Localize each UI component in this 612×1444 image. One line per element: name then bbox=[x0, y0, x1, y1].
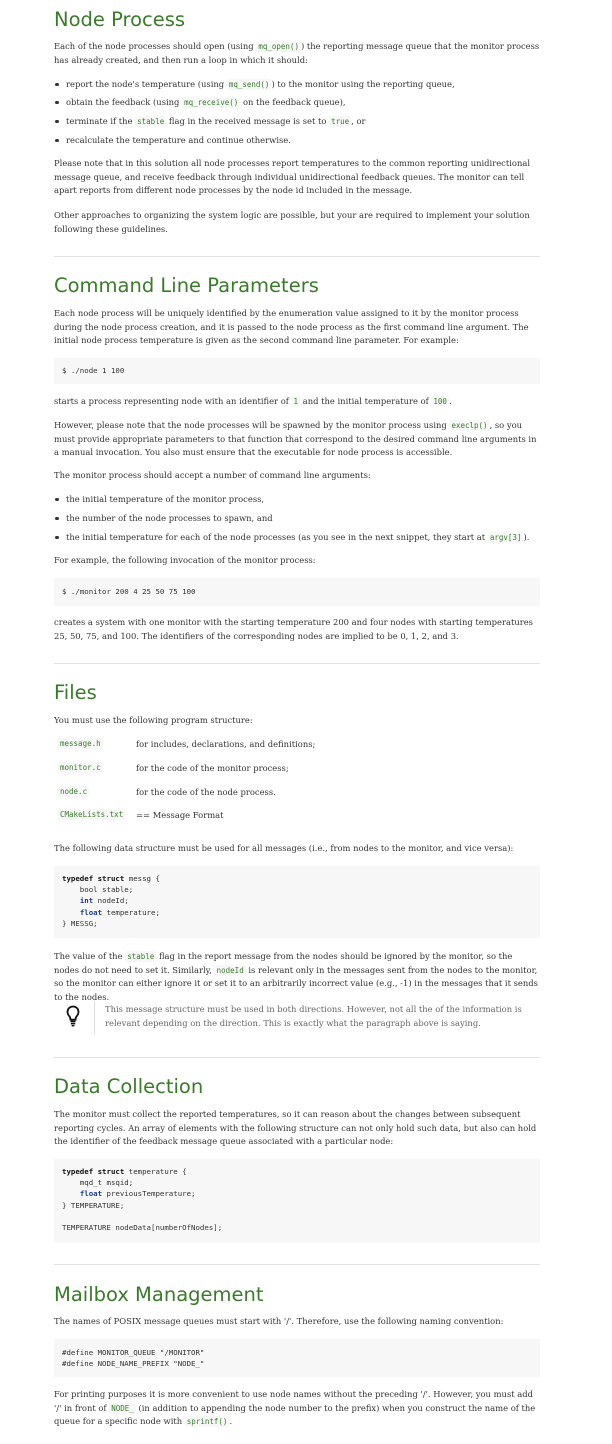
file-name: message.h bbox=[60, 739, 101, 748]
file-row bbox=[54, 761, 540, 777]
file-description: for the code of the node process. bbox=[136, 787, 276, 797]
file-description: for includes, declarations, and definitions; bbox=[136, 739, 316, 749]
node-process-note-2: Other approaches to organizing the system logic are possible, but your are required to implement your solution following these guidelines. bbox=[54, 210, 530, 234]
section-divider bbox=[54, 1057, 540, 1058]
code-block-messg-struct: typedef struct messg { bool stable; int nodeId; float temperature; } MESSG; bbox=[54, 866, 540, 938]
data-paragraph: The monitor must collect the reported temperatures, so it can reason about the changes between subsequent reporting cycles. An array of elements with the following structure can not only hold such data, but also can hold the identifier of the feedback message queue associated with a particular node: bbox=[54, 1109, 537, 1146]
inline-code: 1 bbox=[293, 397, 299, 406]
section-divider bbox=[54, 1264, 540, 1265]
inline-code: mq_open() bbox=[258, 42, 299, 51]
heading-files: Files bbox=[54, 681, 97, 704]
inline-code: mq_receive() bbox=[184, 98, 239, 107]
list-item: report the node's temperature (using mq_send() ) to the monitor using the reporting queue, bbox=[54, 78, 455, 91]
heading-node-process: Node Process bbox=[54, 8, 186, 31]
inline-code: 100 bbox=[433, 397, 447, 406]
heading-command-line-parameters: Command Line Parameters bbox=[54, 274, 319, 297]
inline-code: mq_send() bbox=[228, 80, 270, 89]
code-block-queue-defines: #define MONITOR_QUEUE "/MONITOR" #define NODE_NAME_PREFIX "NODE_" bbox=[54, 1339, 540, 1377]
mailbox-paragraph: The names of POSIX message queues must start with '/'. Therefore, use the following naming convention: bbox=[54, 1316, 504, 1326]
list-item: recalculate the temperature and continue otherwise. bbox=[54, 134, 291, 146]
file-description: == Message Format bbox=[136, 810, 224, 820]
inline-code: argv[3] bbox=[489, 533, 522, 542]
node-process-note: Please note that in this solution all node processes report temperatures to the common reporting unidirectional message queue, and receive feedback through individual unidirectional feedback queues. The monitor can tell apart reports from different node processes by the node id included in the message. bbox=[54, 158, 531, 195]
lightbulb-icon bbox=[66, 1005, 80, 1027]
file-row bbox=[54, 808, 540, 824]
code-block-node-example: $ ./node 1 100 bbox=[54, 358, 540, 384]
list-item: terminate if the stable flag in the received message is set to true , or bbox=[54, 115, 366, 128]
node-process-intro: Each of the node processes should open (using mq_open() ) the reporting message queue that the monitor process has already created, and then run a loop in which it should: bbox=[54, 41, 540, 65]
mailbox-paragraph: For printing purposes it is more convenient to use node names without the preceding '/'. However, you must add '/' in front of NODE_ (in addition to appending the node number to the prefix) when you construct the name of the queue for a specific node with sprintf() . bbox=[54, 1389, 536, 1426]
section-divider bbox=[54, 663, 540, 664]
inline-code: nodeId bbox=[216, 965, 244, 975]
list-item: the initial temperature for each of the node processes (as you see in the next snippet, they start at argv[3] ). bbox=[54, 531, 529, 544]
inline-code: NODE_ bbox=[111, 1403, 134, 1413]
cmdline-paragraph: Each node process will be uniquely identified by the enumeration value assigned to it by the monitor process during the node process creation, and it is passed to the node process as the first command line argument. The initial node process temperature is given as the second command line parameter. For example: bbox=[54, 308, 529, 345]
inline-code: stable bbox=[127, 952, 155, 961]
tip-callout bbox=[54, 999, 540, 1037]
tip-text: This message structure must be used in both directions. However, not all the of the information is relevant depending on the direction. This is exactly what the paragraph above is saying. bbox=[105, 1004, 522, 1028]
tip-divider bbox=[94, 1001, 95, 1034]
files-paragraph: The value of the stable flag in the report message from the nodes should be ignored by the monitor, so the nodes do not need to set it. Similarly, nodeId is relevant only in the messages sent from the nodes to the monitor, so the monitor can either ignore it or set it to an arbitrarily incorrect value (e.g., -1) in the messages that it sends to the nodes. bbox=[54, 951, 538, 1002]
inline-code: stable bbox=[137, 117, 165, 126]
code-block-monitor-example: $ ./monitor 200 4 25 50 75 100 bbox=[54, 578, 540, 606]
files-paragraph: You must use the following program structure: bbox=[54, 715, 253, 725]
section-divider bbox=[54, 256, 540, 257]
file-name: monitor.c bbox=[60, 763, 101, 772]
file-row bbox=[54, 785, 540, 801]
file-name: CMakeLists.txt bbox=[60, 810, 124, 819]
list-item: the number of the node processes to spawn, and bbox=[54, 512, 273, 524]
inline-code: true bbox=[331, 117, 350, 126]
inline-code: sprintf() bbox=[186, 1417, 228, 1426]
file-description: for the code of the monitor process; bbox=[136, 763, 289, 773]
code-block-temperature-struct: typedef struct temperature { mqd_t msqid; float previousTemperature; } TEMPERATURE; TEMPERATURE nodeData[numberOfNodes]; bbox=[54, 1159, 540, 1243]
cmdline-paragraph: The monitor process should accept a number of command line arguments: bbox=[54, 470, 371, 480]
cmdline-paragraph: starts a process representing node with an identifier of 1 and the initial temperature of 100 . bbox=[54, 396, 452, 406]
heading-data-collection: Data Collection bbox=[54, 1075, 204, 1098]
heading-mailbox-management: Mailbox Management bbox=[54, 1283, 264, 1306]
list-item: obtain the feedback (using mq_receive() on the feedback queue), bbox=[54, 96, 346, 109]
cmdline-paragraph: creates a system with one monitor with the starting temperature 200 and four nodes with starting temperatures 25, 50, 75, and 100. The identifiers of the corresponding nodes are implied to be 0, 1, 2, and 3. bbox=[54, 617, 533, 641]
file-name: node.c bbox=[60, 787, 88, 796]
cmdline-paragraph: However, please note that the node processes will be spawned by the monitor process using execlp() , so you must provide appropriate parameters to that function that correspond to the desired command line arguments in a manual invocation. You also must ensure that the executable for node process is accessible. bbox=[54, 420, 537, 457]
cmdline-paragraph: For example, the following invocation of the monitor process: bbox=[54, 555, 316, 565]
list-item: the initial temperature of the monitor process, bbox=[54, 493, 264, 505]
files-paragraph: The following data structure must be used for all messages (i.e., from nodes to the monitor, and vice versa): bbox=[54, 843, 514, 853]
inline-code: execlp() bbox=[451, 421, 488, 430]
file-row bbox=[54, 737, 540, 753]
